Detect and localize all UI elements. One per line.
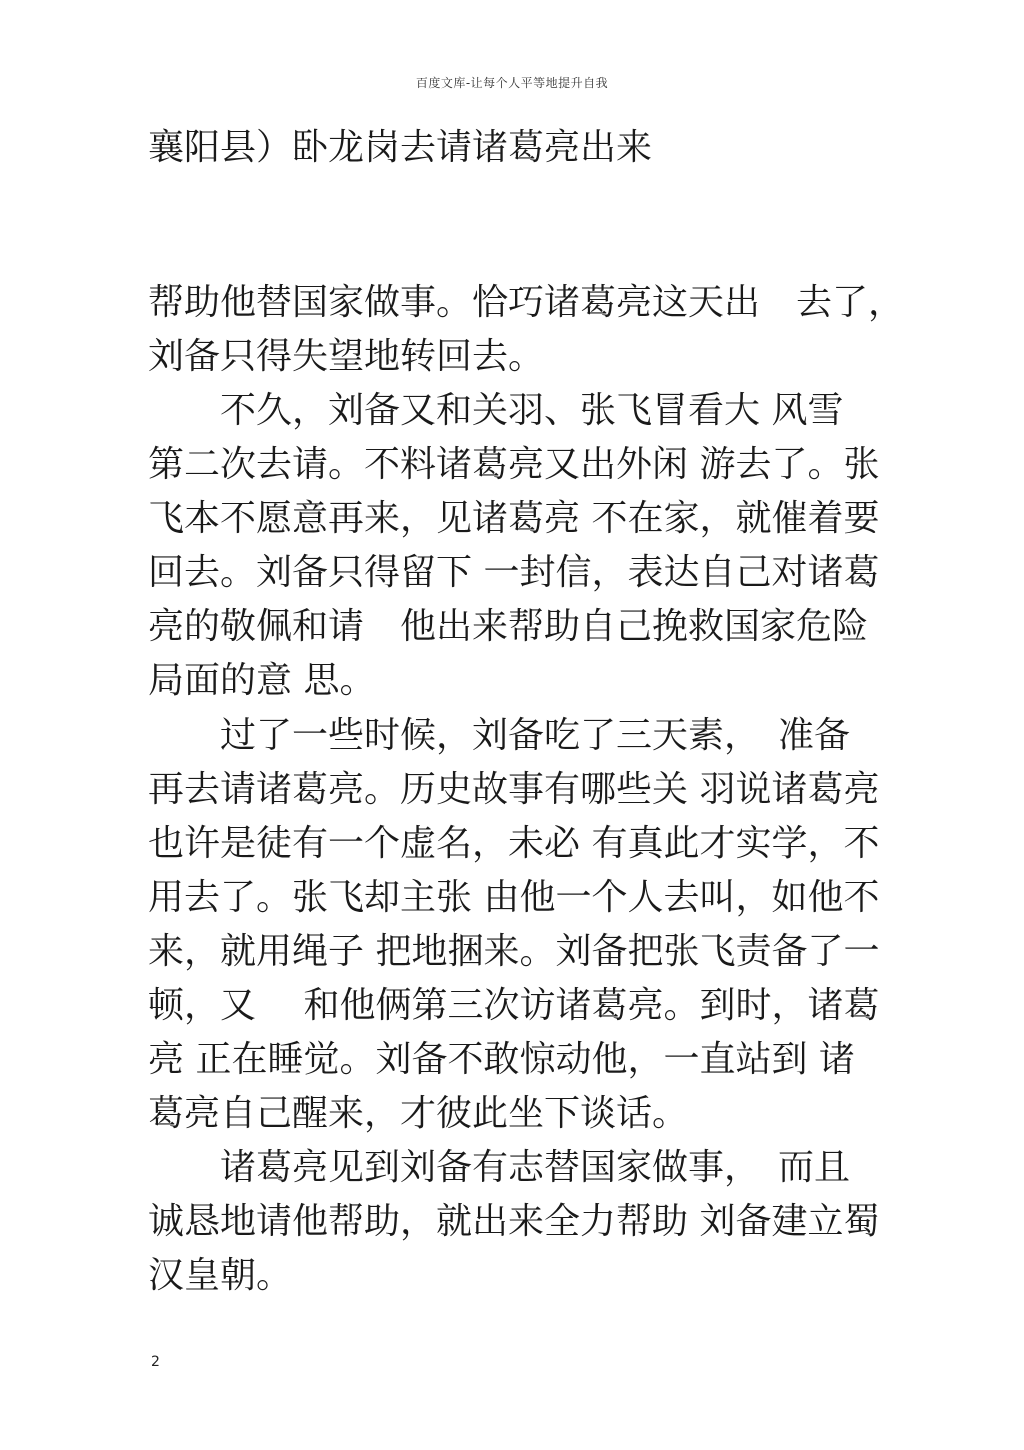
text-line: 回去。刘备只得留下 一封信，表达自己对诸葛 [148,552,880,593]
text-line: 局面的意 思。 [148,660,376,701]
text-line: 再去请诸葛亮。历史故事有哪些关 羽说诸葛亮 [148,769,880,810]
text-line: 诚恳地请他帮助，就出来全力帮助 刘备建立蜀 [148,1201,880,1242]
page-number: 2 [151,1354,160,1370]
text-line: 葛亮自己醒来，才彼此坐下谈话。 [148,1093,689,1134]
text-line: 诸葛亮见到刘备有志替国家做事， 而且 [148,1147,851,1188]
text-line: 刘备只得失望地转回去。 [148,336,545,377]
text-line: 汉皇朝。 [148,1255,293,1296]
text-line: 也许是徒有一个虚名，未必 有真此才实学，不 [148,823,880,864]
text-line: 亮的敬佩和请 他出来帮助自己挽救国家危险 [148,606,869,647]
text-line: 襄阳县）卧龙岗去请诸葛亮出来 [148,127,653,168]
text-line: 不久，刘备又和关羽、张飞冒看大 风雪 [148,390,844,431]
text-line: 亮 正在睡觉。刘备不敢惊动他，一直站到 诸 [148,1039,855,1080]
text-line: 飞本不愿意再来，见诸葛亮 不在家，就催着要 [148,498,880,539]
page-header: 百度文库-让每个人平等地提升自我 [415,76,609,90]
text-line: 顿，又 和他俩第三次访诸葛亮。到时，诸葛 [148,985,880,1026]
text-line: 帮助他替国家做事。恰巧诸葛亮这天出 去了， [148,282,905,323]
text-line: 过了一些时候，刘备吃了三天素， 准备 [148,715,851,756]
text-line: 来，就用绳子 把地捆来。刘备把张飞责备了一 [148,931,880,972]
text-line: 第二次去请。不料诸葛亮又出外闲 游去了。张 [148,444,880,485]
text-line: 用去了。张飞却主张 由他一个人去叫，如他不 [148,877,880,918]
